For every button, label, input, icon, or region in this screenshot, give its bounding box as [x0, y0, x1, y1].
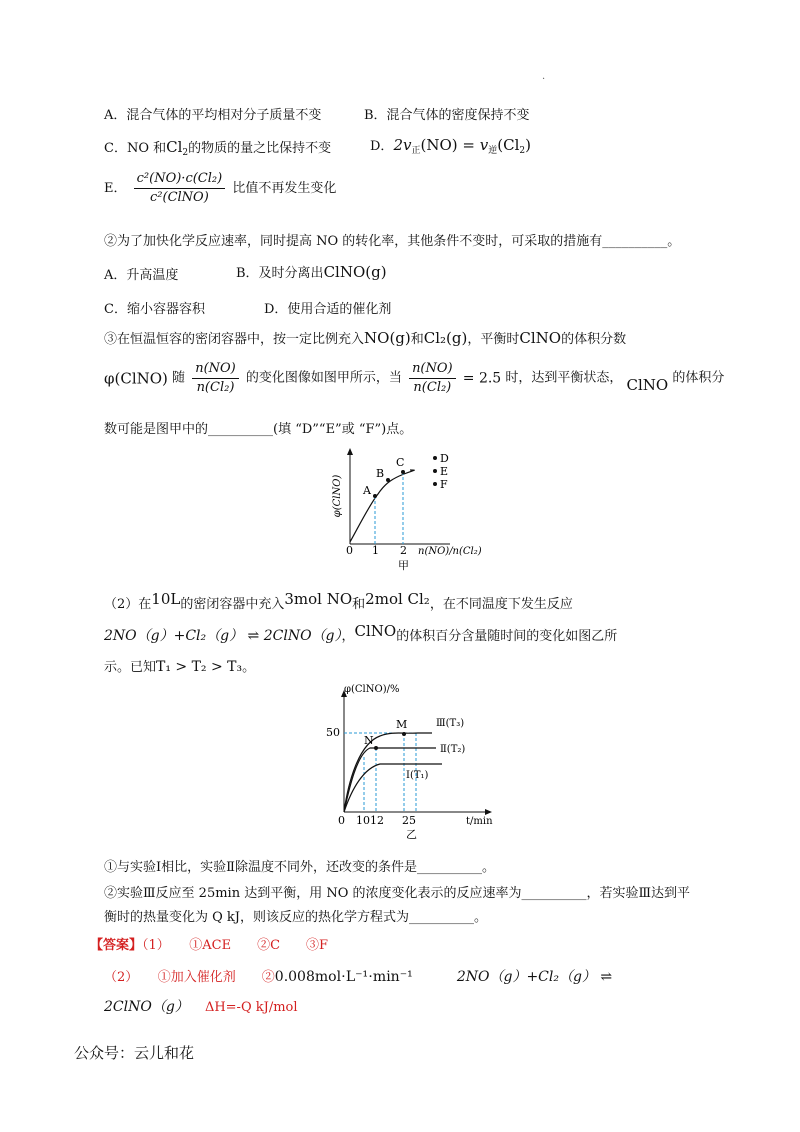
q2-and: 和	[352, 597, 366, 612]
sub3-cl: Cl₂(g)	[423, 329, 468, 347]
yi-origin: 0	[338, 814, 345, 827]
sub3-clno: ClNO	[519, 329, 562, 347]
jia-point-a	[373, 494, 377, 498]
sub3-phi: φ(ClNO)	[104, 369, 168, 388]
sub3-fraction-2	[409, 360, 456, 397]
q2-l3-temp: T₁ > T₂ > T₃	[156, 659, 243, 675]
sub2-option-d: D．使用合适的催化剂	[264, 302, 392, 317]
option-c-post: 的物质的量之比保持不变	[188, 141, 332, 156]
q2-line1	[104, 590, 573, 612]
q1-sub3-line1	[104, 328, 740, 350]
q1-sub3-line3: 数可能是图甲中的__________(填 “D”“E”或 “F”)点。	[104, 422, 413, 437]
q2-rxn-clno: ClNO	[354, 622, 397, 640]
option-d-rhs-arg: (Cl	[497, 136, 520, 154]
chart-yi	[318, 684, 518, 840]
q2-rxn: 2NO（g）+Cl₂（g） ⇌ 2ClNO（g）	[104, 628, 342, 644]
q2-amt-no: 3mol NO	[284, 590, 353, 608]
yi-point-m	[402, 732, 406, 736]
jia-origin: 0	[346, 544, 353, 557]
jia-curve	[350, 470, 414, 542]
q2-sub2a: ②实验Ⅲ反应至 25min 达到平衡，用 NO 的浓度变化表示的反应速率为__________，若实验Ⅲ达到平	[104, 886, 691, 901]
sub2-option-b	[236, 262, 387, 281]
sub3-sui: 随	[172, 370, 186, 386]
yi-ylabel: φ(ClNO)/%	[344, 684, 400, 695]
sub3-frac-den: n(Cl₂)	[196, 380, 235, 395]
answer-a2-rxn: 2NO（g）+Cl₂（g） ⇌	[456, 969, 613, 985]
yi-xtick-25: 25	[402, 814, 416, 827]
jia-label-c: C	[396, 456, 405, 469]
sub3-post2: 时，达到平衡状态，	[505, 370, 623, 386]
option-e	[104, 170, 336, 207]
option-a: A．混合气体的平均相对分子质量不变	[104, 108, 322, 123]
option-d-lhs: 2v	[393, 136, 412, 154]
q2-post: ，在不同温度下发生反应	[429, 597, 573, 612]
q2-l3-post: 。	[242, 660, 256, 675]
q2-sub2b: 衡时的热量变化为 Q kJ，则该反应的热化学方程式为__________。	[104, 910, 488, 925]
q2-line3	[104, 656, 255, 675]
sub2-option-b-formula: ClNO(g)	[323, 263, 387, 281]
q2-vol: 10L	[151, 590, 181, 608]
option-d-label: D．	[370, 139, 394, 154]
chart-jia	[310, 444, 510, 574]
yi-label-m: M	[396, 718, 408, 731]
option-d-rhs-sub: 逆	[488, 146, 498, 156]
yi-xlabel: t/min	[466, 816, 493, 827]
option-e-num: c²(NO)·c(Cl₂)	[134, 170, 226, 189]
jia-tick-2: 2	[400, 544, 407, 557]
jia-point-d	[433, 456, 437, 460]
jia-label-a: A	[363, 484, 371, 497]
jia-xlabel: n(NO)/n(Cl₂)	[418, 546, 482, 557]
option-c-cl: Cl	[166, 138, 183, 156]
option-b: B．混合气体的密度保持不变	[364, 108, 530, 123]
yi-point-n	[374, 746, 378, 750]
sub3-post: ，平衡时	[467, 332, 520, 347]
sub3-frac-num: n(NO)	[192, 360, 239, 379]
jia-label-e: E	[440, 465, 449, 478]
jia-tick-1: 1	[372, 544, 379, 557]
sub3-eq: = 2.5	[462, 370, 502, 387]
yi-series-ii: Ⅱ(T₂)	[440, 744, 466, 755]
answer-a1: （1） ①ACE ②C ③F	[142, 938, 329, 953]
q2-amt-cl: 2mol Cl₂	[365, 590, 430, 608]
option-c	[104, 137, 331, 158]
sub3-and: 和	[410, 332, 424, 347]
option-c-pre: C．NO 和	[104, 141, 167, 156]
sub3-tail2: 的体积分	[672, 370, 725, 386]
answer-line1	[90, 934, 328, 953]
sub3-pre: ③在恒温恒容的密闭容器中，按一定比例充入	[104, 332, 365, 347]
jia-caption: 甲	[398, 559, 409, 572]
answer-line2	[104, 966, 612, 986]
yi-xtick-12: 12	[370, 814, 384, 827]
option-e-fraction	[134, 170, 226, 207]
answer-tag: 【答案】	[90, 938, 143, 953]
sub3-tail: 的体积分数	[561, 332, 627, 347]
option-e-label: E．	[104, 181, 127, 196]
q2-line2: 2NO（g）+Cl₂（g） ⇌ 2ClNO（g），ClNO的体积百分含量随时间的变化如图乙所	[104, 622, 618, 644]
page-dot: ·	[542, 74, 546, 85]
option-d-lhs-arg: (NO)	[420, 136, 458, 154]
jia-y-arrow	[347, 448, 353, 455]
option-d-rhs: v	[479, 136, 489, 154]
q2-pre: （2）在	[104, 597, 152, 612]
yi-x-arrow	[485, 809, 492, 815]
jia-point-f	[433, 482, 437, 486]
yi-series-i: Ⅰ(T₁)	[406, 770, 429, 781]
option-e-post: 比值不再发生变化	[232, 181, 337, 196]
q2-l3-pre: 示。已知	[104, 660, 157, 675]
footer: 公众号：云儿和花	[74, 1044, 195, 1062]
sub2-option-a: A．升高温度	[104, 268, 179, 283]
jia-point-b	[386, 478, 390, 482]
jia-label-f: F	[440, 478, 448, 491]
sub2-option-c: C．缩小容器容积	[104, 302, 205, 317]
answer-a2-pre: （2） ①加入催化剂 ②	[104, 970, 275, 985]
sub3-clno2: ClNO	[626, 376, 669, 394]
jia-label-b: B	[376, 467, 385, 480]
yi-series-iii: Ⅲ(T₃)	[436, 718, 465, 729]
option-d	[370, 135, 531, 156]
q2-sub1: ①与实验Ⅰ相比，实验Ⅱ除温度不同外，还改变的条件是__________。	[104, 860, 495, 875]
yi-caption: 乙	[406, 828, 417, 840]
option-d-rhs-arg-sub: 2	[519, 146, 526, 156]
answer-line3	[104, 996, 298, 1016]
jia-ylabel: φ(ClNO)	[332, 474, 343, 518]
yi-ytick-50: 50	[326, 726, 340, 739]
jia-point-c	[401, 470, 405, 474]
option-d-lhs-sub: 正	[411, 146, 421, 156]
sub3-frac2-num: n(NO)	[409, 360, 456, 379]
q1-sub3-line2	[104, 360, 724, 397]
sub3-mid: 的变化图像如图甲所示，当	[245, 370, 402, 386]
option-d-rhs-close: )	[525, 136, 531, 154]
option-d-eq: =	[462, 136, 475, 154]
sub3-fraction	[192, 360, 239, 397]
jia-label-d: D	[440, 452, 449, 465]
option-e-den: c²(ClNO)	[150, 190, 209, 205]
answer-a3: 2ClNO（g）	[104, 999, 189, 1015]
yi-xtick-10: 10	[356, 814, 370, 827]
sub3-frac2-den: n(Cl₂)	[413, 380, 452, 395]
jia-point-e	[433, 469, 437, 473]
sub3-no: NO(g)	[364, 329, 411, 347]
option-c-sub: 2	[182, 148, 189, 158]
q1-sub2-stem: ②为了加快化学反应速率，同时提高 NO 的转化率，其他条件不变时，可采取的措施有__________。	[104, 234, 681, 249]
yi-label-n: N	[364, 734, 374, 747]
sub2-option-b-label: B．及时分离出	[236, 266, 324, 281]
q2-rxn-post: 的体积百分含量随时间的变化如图乙所	[396, 629, 618, 644]
answer-a2-rate: 0.008mol⋅L⁻¹⋅min⁻¹	[274, 969, 413, 985]
q2-mid: 的密闭容器中充入	[180, 597, 285, 612]
answer-a3-dh: ΔH=-Q kJ/mol	[204, 1000, 298, 1015]
